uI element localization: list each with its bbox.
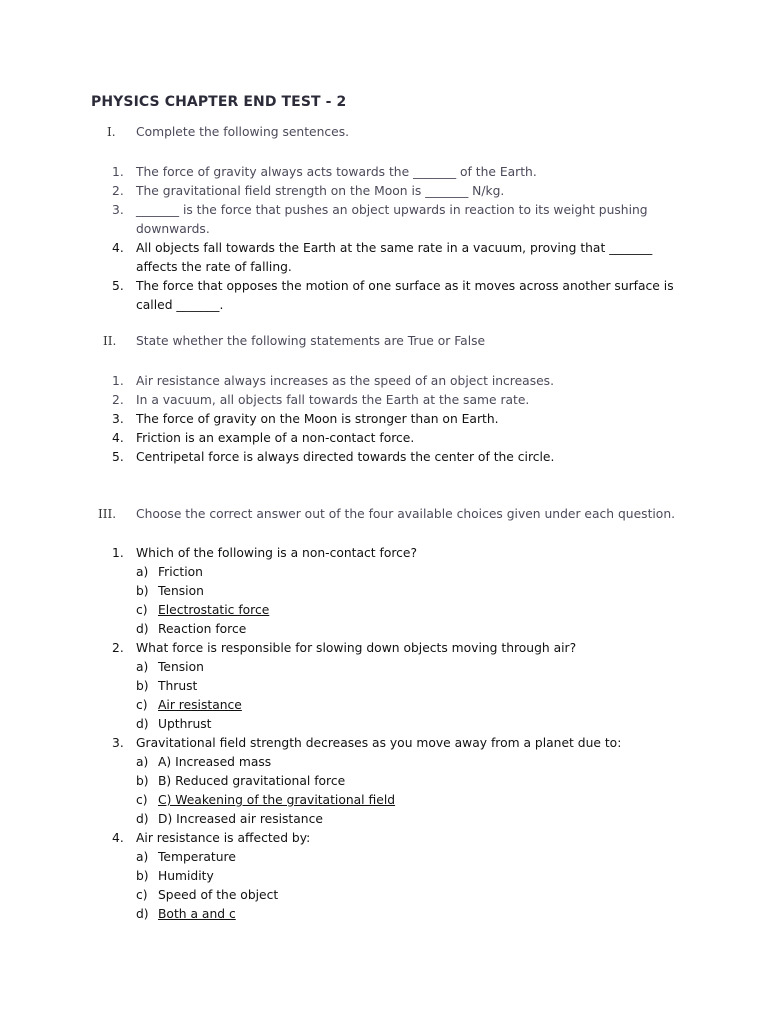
answer-option-correct: d) Both a and c bbox=[136, 907, 236, 921]
section-1-numeral: I. bbox=[107, 125, 116, 139]
answer-option-correct: c) Electrostatic force bbox=[136, 603, 270, 617]
answer-option: d) Upthrust bbox=[136, 717, 212, 731]
answer-option: a) A) Increased mass bbox=[136, 755, 272, 769]
section-1-list bbox=[0, 163, 768, 315]
section-3-heading-text: Choose the correct answer out of the four available choices given under each question. bbox=[136, 507, 676, 521]
list-item: 5. Centripetal force is always directed towards the center of the circle. bbox=[112, 450, 555, 464]
list-item: 3. _______ is the force that pushes an object upwards in reaction to its weight pushing downwards. bbox=[112, 203, 648, 236]
section-3-list bbox=[0, 544, 768, 924]
answer-option: d) D) Increased air resistance bbox=[136, 812, 323, 826]
answer-option: d) Reaction force bbox=[136, 622, 247, 636]
page-title: PHYSICS CHAPTER END TEST - 2 bbox=[91, 94, 347, 110]
list-item: 4. Friction is an example of a non-contact force. bbox=[112, 431, 415, 445]
answer-option: c) Speed of the object bbox=[136, 888, 279, 902]
section-2-heading-text: State whether the following statements are True or False bbox=[136, 334, 486, 348]
list-item: 4. All objects fall towards the Earth at the same rate in a vacuum, proving that _______ affects the rate of falling. bbox=[112, 241, 653, 274]
list-item: 1. Air resistance always increases as the speed of an object increases. bbox=[112, 374, 554, 388]
answer-option-correct: c) Air resistance bbox=[136, 698, 242, 712]
question-item: 3. Gravitational field strength decreases as you move away from a planet due to: bbox=[112, 736, 622, 750]
answer-option: a) Tension bbox=[136, 660, 204, 674]
list-item: 2. In a vacuum, all objects fall towards the Earth at the same rate. bbox=[112, 393, 530, 407]
question-item: 1. Which of the following is a non-contact force? bbox=[112, 546, 418, 560]
answer-option: a) Friction bbox=[136, 565, 203, 579]
answer-option-correct: c) C) Weakening of the gravitational field bbox=[136, 793, 396, 807]
section-2-numeral: II. bbox=[103, 334, 117, 348]
answer-option: b) Thrust bbox=[136, 679, 198, 693]
question-item: 2. What force is responsible for slowing down objects moving through air? bbox=[112, 641, 577, 655]
list-item: 5. The force that opposes the motion of one surface as it moves across another surface is called _______. bbox=[112, 279, 674, 312]
answer-option: b) Humidity bbox=[136, 869, 214, 883]
list-item: 1. The force of gravity always acts towards the _______ of the Earth. bbox=[112, 165, 537, 179]
section-3-numeral: III. bbox=[98, 507, 117, 521]
answer-option: b) B) Reduced gravitational force bbox=[136, 774, 346, 788]
answer-option: b) Tension bbox=[136, 584, 204, 598]
answer-option: a) Temperature bbox=[136, 850, 236, 864]
section-1-heading-text: Complete the following sentences. bbox=[136, 125, 350, 139]
list-item: 3. The force of gravity on the Moon is stronger than on Earth. bbox=[112, 412, 499, 426]
list-item: 2. The gravitational field strength on the Moon is _______ N/kg. bbox=[112, 184, 505, 198]
section-2-list bbox=[0, 372, 768, 467]
question-item: 4. Air resistance is affected by: bbox=[112, 831, 311, 845]
